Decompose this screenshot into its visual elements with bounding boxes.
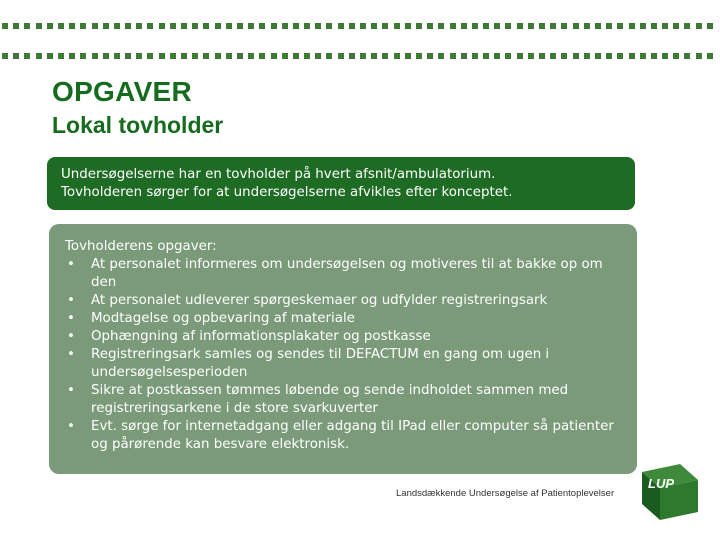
list-item	[65, 346, 625, 382]
rule-dot	[192, 23, 198, 29]
rule-dot	[472, 53, 478, 59]
rule-dot	[617, 23, 623, 29]
rule-dot	[550, 53, 556, 59]
task-text: At personalet udleverer spørgeskemaer og udfylder registreringsark	[91, 293, 548, 308]
rule-dot	[427, 23, 433, 29]
rule-dot	[248, 23, 254, 29]
rule-dot	[629, 23, 635, 29]
rule-dot	[561, 53, 567, 59]
rule-dot	[505, 53, 511, 59]
rule-dot	[617, 53, 623, 59]
rule-dot	[360, 53, 366, 59]
rule-dot	[673, 23, 679, 29]
rule-dot	[13, 23, 19, 29]
rule-dot	[58, 23, 64, 29]
rule-dot	[103, 53, 109, 59]
rule-dot	[461, 23, 467, 29]
slide-title: OPGAVER	[52, 76, 193, 107]
list-item	[65, 382, 625, 418]
rule-dot	[293, 23, 299, 29]
rule-dot	[629, 53, 635, 59]
rule-dot	[237, 53, 243, 59]
rule-dot	[136, 53, 142, 59]
bullet-icon: •	[67, 347, 75, 362]
rule-dot	[13, 53, 19, 59]
rule-dot	[461, 53, 467, 59]
rule-dot	[170, 53, 176, 59]
rule-dot	[595, 53, 601, 59]
rule-dot	[416, 23, 422, 29]
rule-dot	[450, 53, 456, 59]
rule-dot	[170, 23, 176, 29]
rule-dot	[58, 53, 64, 59]
rule-dot	[416, 53, 422, 59]
rule-dot	[382, 53, 388, 59]
rule-dot	[472, 23, 478, 29]
rule-dot	[80, 23, 86, 29]
rule-dot	[271, 53, 277, 59]
rule-dot	[192, 53, 198, 59]
rule-dot	[92, 53, 98, 59]
rule-dot	[673, 53, 679, 59]
bullet-icon: •	[67, 257, 75, 272]
rule-dot	[69, 23, 75, 29]
rule-dot	[360, 23, 366, 29]
rule-dot	[24, 53, 30, 59]
intro-line: Undersøgelserne har en tovholder på hvert afsnit/ambulatorium.	[61, 167, 496, 182]
task-text: Registreringsark samles og sendes til DEFACTUM en gang om ugen i undersøgelsesperioden	[91, 347, 550, 380]
rule-dot	[69, 53, 75, 59]
rule-dot	[606, 23, 612, 29]
rule-dot	[248, 53, 254, 59]
rule-dot	[338, 23, 344, 29]
rule-dot	[47, 23, 53, 29]
rule-dot	[528, 23, 534, 29]
rule-dot	[651, 23, 657, 29]
rule-dot	[438, 53, 444, 59]
list-item	[65, 292, 625, 310]
rule-dot	[315, 23, 321, 29]
rule-dot	[326, 23, 332, 29]
second-dotted-rule	[0, 53, 720, 60]
bullet-icon: •	[67, 329, 75, 344]
rule-dot	[215, 23, 221, 29]
task-text: Ophængning af informationsplakater og postkasse	[91, 329, 431, 344]
list-item	[65, 328, 625, 346]
slide-subtitle: Lokal tovholder	[52, 112, 224, 138]
rule-dot	[640, 53, 646, 59]
rule-dot	[237, 23, 243, 29]
rule-dot	[539, 53, 545, 59]
rule-dot	[517, 23, 523, 29]
rule-dot	[573, 53, 579, 59]
rule-dot	[394, 23, 400, 29]
rule-dot	[494, 23, 500, 29]
rule-dot	[651, 53, 657, 59]
rule-dot	[271, 23, 277, 29]
rule-dot	[326, 53, 332, 59]
task-text: Modtagelse og opbevaring af materiale	[91, 311, 355, 326]
rule-dot	[147, 23, 153, 29]
rule-dot	[483, 23, 489, 29]
task-text: Evt. sørge for internetadgang eller adgang til IPad eller computer så patienter og pårørende kan besvare elektronisk.	[91, 419, 614, 452]
rule-dot	[36, 53, 42, 59]
rule-dot	[125, 53, 131, 59]
rule-dot	[203, 53, 209, 59]
rule-dot	[2, 53, 8, 59]
rule-dot	[707, 23, 713, 29]
lup-logo-icon	[632, 462, 700, 522]
bullet-icon: •	[67, 419, 75, 434]
rule-dot	[147, 53, 153, 59]
rule-dot	[438, 23, 444, 29]
rule-dot	[114, 53, 120, 59]
rule-dot	[561, 23, 567, 29]
rule-dot	[304, 23, 310, 29]
rule-dot	[382, 23, 388, 29]
rule-dot	[226, 23, 232, 29]
rule-dot	[125, 23, 131, 29]
rule-dot	[505, 23, 511, 29]
task-text: At personalet informeres om undersøgelsen og motiveres til at bakke op om den	[91, 257, 603, 290]
bullet-icon: •	[67, 293, 75, 308]
rule-dot	[103, 23, 109, 29]
rule-dot	[640, 23, 646, 29]
rule-dot	[494, 53, 500, 59]
task-text: Sikre at postkassen tømmes løbende og sende indholdet sammen med registreringsarkene i de store svarkuverter	[91, 383, 569, 416]
bullet-icon: •	[67, 311, 75, 326]
logo-label: LUP	[648, 476, 674, 491]
bullet-icon: •	[67, 383, 75, 398]
rule-dot	[349, 23, 355, 29]
rule-dot	[450, 23, 456, 29]
rule-dot	[349, 53, 355, 59]
rule-dot	[114, 23, 120, 29]
tasks-box	[49, 224, 637, 474]
rule-dot	[394, 53, 400, 59]
rule-dot	[371, 23, 377, 29]
rule-dot	[181, 53, 187, 59]
rule-dot	[573, 23, 579, 29]
rule-dot	[136, 23, 142, 29]
tasks-list	[65, 256, 625, 454]
rule-dot	[539, 23, 545, 29]
rule-dot	[80, 53, 86, 59]
rule-dot	[304, 53, 310, 59]
rule-dot	[338, 53, 344, 59]
rule-dot	[24, 23, 30, 29]
rule-dot	[203, 23, 209, 29]
tasks-heading: Tovholderens opgaver:	[65, 239, 217, 254]
rule-dot	[584, 23, 590, 29]
rule-dot	[405, 23, 411, 29]
org-name: Landsdækkende Undersøgelse af Patientoplevelser	[396, 488, 615, 499]
rule-dot	[215, 53, 221, 59]
rule-dot	[181, 23, 187, 29]
rule-dot	[282, 23, 288, 29]
rule-dot	[92, 23, 98, 29]
rule-dot	[2, 23, 8, 29]
rule-dot	[528, 53, 534, 59]
rule-dot	[662, 53, 668, 59]
list-item	[65, 310, 625, 328]
rule-dot	[662, 23, 668, 29]
intro-box	[47, 157, 635, 210]
rule-dot	[315, 53, 321, 59]
rule-dot	[36, 23, 42, 29]
rule-dot	[282, 53, 288, 59]
rule-dot	[159, 53, 165, 59]
rule-dot	[47, 53, 53, 59]
top-dotted-rule	[0, 23, 720, 30]
rule-dot	[595, 23, 601, 29]
list-item	[65, 418, 625, 454]
rule-dot	[483, 53, 489, 59]
rule-dot	[707, 53, 713, 59]
rule-dot	[159, 23, 165, 29]
rule-dot	[427, 53, 433, 59]
rule-dot	[696, 23, 702, 29]
rule-dot	[259, 23, 265, 29]
rule-dot	[226, 53, 232, 59]
list-item	[65, 256, 625, 292]
rule-dot	[405, 53, 411, 59]
rule-dot	[517, 53, 523, 59]
rule-dot	[293, 53, 299, 59]
rule-dot	[584, 53, 590, 59]
intro-line: Tovholderen sørger for at undersøgelserne afvikles efter konceptet.	[61, 185, 513, 200]
rule-dot	[371, 53, 377, 59]
rule-dot	[550, 23, 556, 29]
rule-dot	[684, 23, 690, 29]
rule-dot	[696, 53, 702, 59]
rule-dot	[606, 53, 612, 59]
rule-dot	[259, 53, 265, 59]
rule-dot	[684, 53, 690, 59]
